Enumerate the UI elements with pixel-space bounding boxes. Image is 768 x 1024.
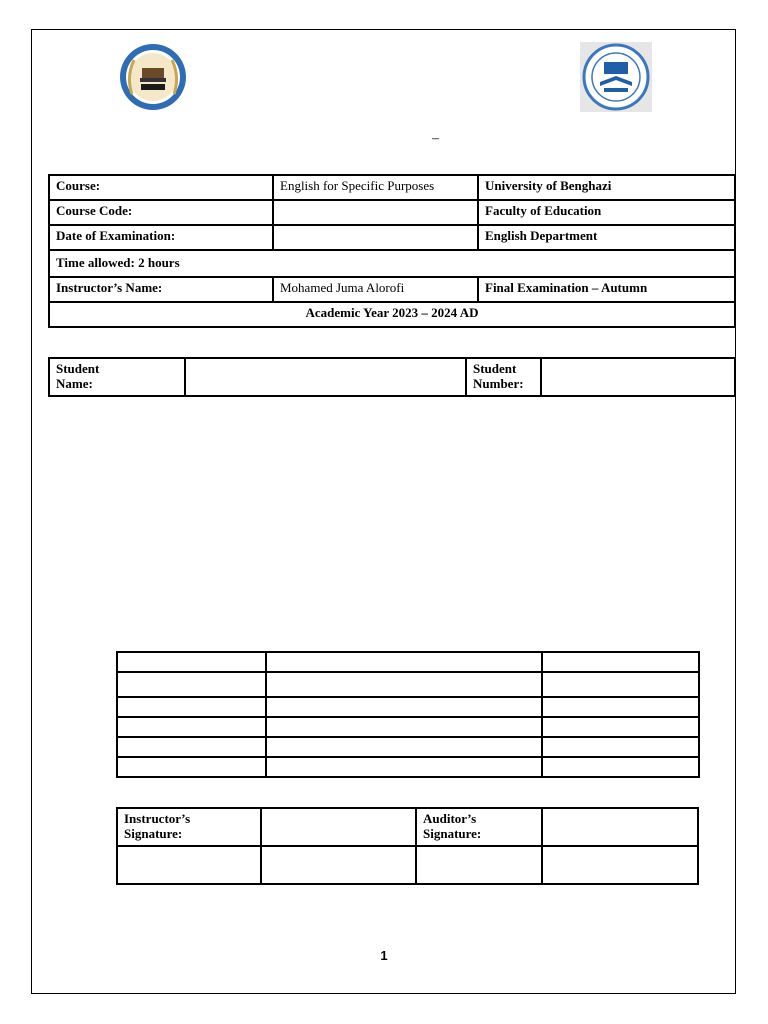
student-number-label (466, 358, 541, 396)
grade-cell[interactable] (266, 697, 542, 717)
table-row (117, 846, 698, 884)
grade-cell[interactable] (266, 652, 542, 672)
table-row (49, 175, 735, 200)
student-name-field[interactable] (185, 358, 466, 396)
date-field[interactable] (273, 225, 478, 250)
table-row (49, 302, 735, 327)
grade-cell[interactable] (117, 672, 266, 697)
table-row (117, 672, 699, 697)
faculty-seal-icon (580, 42, 652, 112)
student-number-field[interactable] (541, 358, 735, 396)
grade-cell[interactable] (542, 672, 699, 697)
signature-cell[interactable] (261, 846, 416, 884)
instructor-signature-field[interactable] (261, 808, 416, 846)
student-number-label-line2: Number: (473, 376, 524, 391)
signature-cell[interactable] (117, 846, 261, 884)
course-label: Course: (49, 175, 273, 200)
grade-cell[interactable] (266, 717, 542, 737)
table-row (117, 808, 698, 846)
grade-cell[interactable] (542, 757, 699, 777)
auditor-signature-label-line1: Auditor’s (423, 811, 477, 826)
auditor-signature-label (416, 808, 542, 846)
grade-cell[interactable] (117, 717, 266, 737)
course-info-table (48, 174, 736, 328)
student-name-label-line1: Student (56, 361, 100, 376)
table-row (117, 652, 699, 672)
table-row (117, 737, 699, 757)
faculty-name: Faculty of Education (478, 200, 735, 225)
instructor-signature-label (117, 808, 261, 846)
table-row (49, 200, 735, 225)
table-row (117, 757, 699, 777)
course-value: English for Specific Purposes (273, 175, 478, 200)
grade-cell[interactable] (542, 652, 699, 672)
course-code-label: Course Code: (49, 200, 273, 225)
instructor-signature-label-line2: Signature: (124, 826, 183, 841)
grade-cell[interactable] (542, 697, 699, 717)
signature-cell[interactable] (542, 846, 698, 884)
course-code-field[interactable] (273, 200, 478, 225)
department-name: English Department (478, 225, 735, 250)
grade-cell[interactable] (266, 672, 542, 697)
signature-cell[interactable] (416, 846, 542, 884)
time-allowed: Time allowed: 2 hours (49, 250, 735, 277)
student-name-label-line2: Name: (56, 376, 93, 391)
grade-cell[interactable] (117, 737, 266, 757)
student-name-label (49, 358, 185, 396)
grade-cell[interactable] (542, 737, 699, 757)
signature-table (116, 807, 699, 885)
exam-title: Final Examination – Autumn (478, 277, 735, 302)
table-row (117, 717, 699, 737)
university-name: University of Benghazi (478, 175, 735, 200)
instructor-signature-label-line1: Instructor’s (124, 811, 191, 826)
table-row (49, 225, 735, 250)
date-label: Date of Examination: (49, 225, 273, 250)
student-number-label-line1: Student (473, 361, 517, 376)
grade-cell[interactable] (542, 717, 699, 737)
university-seal-icon (114, 42, 192, 112)
grade-cell[interactable] (117, 652, 266, 672)
grades-table (116, 651, 700, 778)
table-row (49, 277, 735, 302)
grade-cell[interactable] (266, 737, 542, 757)
table-row (117, 697, 699, 717)
page-number: 1 (380, 948, 388, 963)
auditor-signature-label-line2: Signature: (423, 826, 482, 841)
grade-cell[interactable] (117, 697, 266, 717)
table-row (49, 250, 735, 277)
instructor-label: Instructor’s Name: (49, 277, 273, 302)
academic-year: Academic Year 2023 – 2024 AD (49, 302, 735, 327)
auditor-signature-field[interactable] (542, 808, 698, 846)
table-row (49, 358, 735, 396)
student-info-table (48, 357, 736, 397)
instructor-name: Mohamed Juma Alorofi (273, 277, 478, 302)
grade-cell[interactable] (266, 757, 542, 777)
header-dash: – (432, 131, 439, 146)
grade-cell[interactable] (117, 757, 266, 777)
